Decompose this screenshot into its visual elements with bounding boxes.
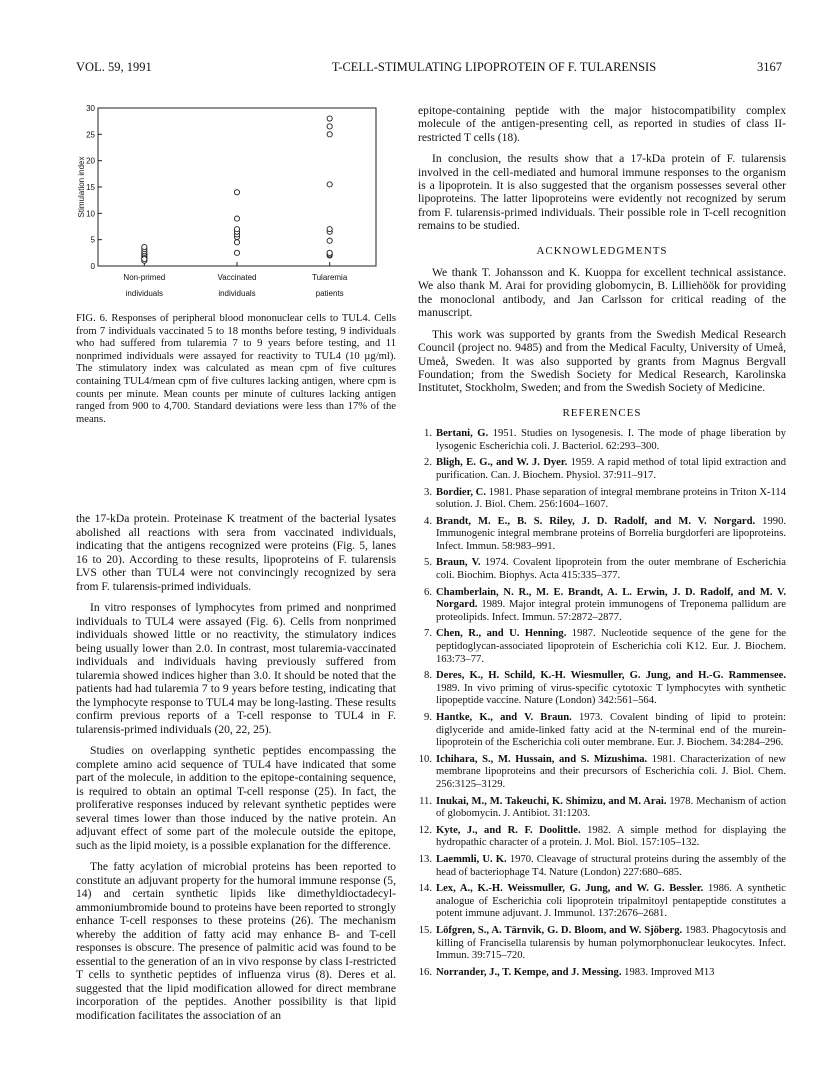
reference-number: 1. xyxy=(424,428,432,440)
reference-item xyxy=(418,754,786,792)
reference-text: 1990. Immunogenic integral membrane proteins of Borrelia burgdorferi are lipoproteins. Infect. Immun. 58:983–991. xyxy=(436,515,787,552)
reference-authors: Chamberlain, N. R., M. E. Brandt, A. L. Erwin, J. D. Radolf, and M. V. Norgard. xyxy=(436,586,786,611)
y-axis-label: Stimulation index xyxy=(77,156,86,218)
reference-number: 10. xyxy=(418,753,432,765)
reference-authors: Laemmli, U. K. xyxy=(436,853,507,865)
reference-number: 4. xyxy=(424,515,432,527)
reference-number: 15. xyxy=(418,924,432,936)
y-tick-label: 30 xyxy=(86,104,95,113)
reference-authors: Hantke, K., and V. Braun. xyxy=(436,712,572,723)
reference-text: 1987. Nucleotide sequence of the gene for the peptidoglycan-associated lipoprotein of Escherichia coli K12. Eur. J. Biochem. 163:73–77. xyxy=(436,628,786,665)
data-point xyxy=(327,124,332,129)
x-category-label: Non-primed xyxy=(123,273,166,282)
reference-text: 1989. Major integral protein immunogens of Treponema pallidum are proteolipids. Infect. Immun. 57:2872–2877. xyxy=(436,599,786,623)
reference-text: 1982. A simple method for displaying the hydropathic character of a protein. J. Mol. Biol. 157:105–132. xyxy=(436,824,786,849)
reference-number: 8. xyxy=(424,670,432,682)
reference-item xyxy=(418,670,786,708)
acknowledgment-paragraph: We thank T. Johansson and K. Kuoppa for excellent technical assistance. We also thank M. Arai for providing globomycin, B. Lilliehöök for providing the monoclonal antibody, and Jan Carlsson for critical reading of the manuscript. xyxy=(418,266,786,320)
reference-item xyxy=(418,587,786,625)
reference-item xyxy=(418,883,786,921)
scatter-plot xyxy=(76,104,406,304)
acknowledgment-paragraph: This work was supported by grants from the Swedish Medical Research Council (project no. 9485) and from the Medical Faculty, University of Umeå, Umeå, Sweden. It was also supported by grants from Magnus Bergvall Foundation; from the Swedish Society for Medical Research, Karolinska Institutet, Stockholm, Sweden; and from the Swedish Society of Medicine. xyxy=(418,327,786,395)
y-tick-label: 10 xyxy=(86,209,95,219)
data-point xyxy=(327,238,332,243)
running-header xyxy=(76,60,782,80)
paragraph: In conclusion, the results show that a 17-kDa protein of F. tularensis involved in the cell-mediated and humoral immune responses to the organism is a lipoprotein. It is also suggested that the organism possesses several other lipoproteins. The latter lipoproteins were evidently not recognized by serum from F. tularensis-primed individuals. Their possible role in T-cell recognition remains to be studied. xyxy=(418,152,786,233)
y-tick-label: 0 xyxy=(90,262,95,271)
reference-authors: Deres, K., H. Schild, K.-H. Wiesmuller, G. Jung, and H.-G. Rammensee. xyxy=(436,670,786,682)
reference-number: 2. xyxy=(424,457,432,469)
reference-authors: Braun, V. xyxy=(436,557,481,569)
figure-caption: FIG. 6. Responses of peripheral blood mononuclear cells to TUL4. Cells from 7 individuals vaccinated 5 to 18 months before testing, 9 individuals who had suffered from tularemia 7 to 9 years before testing, and 11 nonprimed individuals were assayed for reactivity to TUL4 (10 µg/ml). The stimulatory index was calculated as mean cpm of five cultures containing TUL4/mean cpm of five cultures lacking antigen, where cpm is counts per minute. Mean counts per minute of cultures lacking antigen ranged from 900 to 4,700. Standard deviations were less than 17% of the means. xyxy=(76,313,396,425)
x-category-label: individuals xyxy=(125,289,164,298)
paragraph: Studies on overlapping synthetic peptides encompassing the complete amino acid sequence of TUL4 have indicated that some part of the molecule, in addition to the epitope-containing sequence, is required to obtain an optimal T-cell response (25). In fact, the proliferative responses induced by relevant synthetic peptides were several times lower than those induced by the native protein. An adjuvant effect of some part of the molecule outside the epitope, such as the lipid moiety, is a possible explanation for the difference. xyxy=(76,744,396,852)
reference-item xyxy=(418,796,786,821)
data-point xyxy=(142,257,147,262)
reference-item xyxy=(418,457,786,482)
reference-item xyxy=(418,516,786,554)
paragraph: epitope-containing peptide with the major histocompatibility complex molecule of the antigen-presenting cell, as reported in studies of class II-restricted T cells (18). xyxy=(418,104,786,144)
paragraph: the 17-kDa protein. Proteinase K treatment of the bacterial lysates abolished all reactions with sera from vaccinated individuals, indicating that the antigens recognized were proteins (Fig. 5, lanes 16 to 20). According to these results, lipoproteins of F. tularensis LVS other than TUL4 were not convincingly recognized by sera from F. tularensis-primed individuals. xyxy=(76,512,396,593)
data-point xyxy=(327,182,332,187)
reference-number: 14. xyxy=(418,883,432,895)
data-point xyxy=(234,227,239,232)
reference-item xyxy=(418,925,786,963)
reference-authors: Löfgren, S., A. Tärnvik, G. D. Bloom, and W. Sjöberg. xyxy=(436,924,683,936)
reference-authors: Inukai, M., M. Takeuchi, K. Shimizu, and M. Arai. xyxy=(436,795,667,807)
reference-item xyxy=(418,628,786,666)
reference-item xyxy=(418,967,786,980)
data-point xyxy=(327,250,332,255)
y-tick-label: 5 xyxy=(90,235,95,245)
y-tick-label: 15 xyxy=(86,183,95,192)
acknowledgments-heading: ACKNOWLEDGMENTS xyxy=(536,244,668,257)
x-category-label: patients xyxy=(315,289,344,298)
reference-number: 3. xyxy=(424,486,432,498)
reference-text: 1951. Studies on lysogenesis. I. The mode of phage liberation by lysogenic Escherichia coli. J. Bacteriol. 62:293–300. xyxy=(436,428,786,452)
reference-authors: Bligh, E. G., and W. J. Dyer. xyxy=(436,457,568,469)
reference-number: 5. xyxy=(424,557,432,569)
data-point xyxy=(327,227,332,232)
data-point xyxy=(234,216,239,221)
y-tick-label: 20 xyxy=(86,156,95,166)
reference-text: 1981. Phase separation of integral membrane proteins in Triton X-114 solution. J. Biol. Chem. 256:1604–1607. xyxy=(436,486,787,511)
reference-text: 1981. Characterization of new membrane lipoproteins and their precursors of Escherichia coli. J. Biol. Chem. 256:3125–3129. xyxy=(436,753,787,790)
reference-text: 1989. In vivo priming of virus-specific cytotoxic T lymphocytes with synthetic lipopeptide vaccine. Nature (London) 342:561–564. xyxy=(436,682,786,707)
data-point xyxy=(234,190,239,195)
reference-list xyxy=(418,428,786,979)
figure-6-chart xyxy=(76,104,406,304)
reference-text: 1970. Cleavage of structural proteins during the assembly of the head of bacteriophage T4. Nature (London) 227:680–685. xyxy=(436,853,786,878)
volume-label: VOL. 59, 1991 xyxy=(76,60,152,74)
x-category-label: Vaccinated xyxy=(217,273,257,282)
reference-item xyxy=(418,557,786,582)
reference-number: 16. xyxy=(418,966,432,978)
reference-number: 9. xyxy=(424,712,432,723)
reference-number: 12. xyxy=(418,824,432,836)
y-tick-label: 25 xyxy=(86,130,95,140)
left-column-text xyxy=(76,512,396,1022)
data-point xyxy=(142,244,147,249)
reference-item xyxy=(418,712,786,750)
page-number: 3167 xyxy=(757,60,782,74)
data-point xyxy=(234,250,239,255)
references-heading: REFERENCES xyxy=(562,406,642,419)
running-title: T-CELL-STIMULATING LIPOPROTEIN OF F. TULARENSIS xyxy=(331,60,657,74)
right-column xyxy=(418,104,786,983)
reference-item xyxy=(418,825,786,850)
reference-text: 1978. Mechanism of action of globomycin. J. Antibiot. 31:1203. xyxy=(436,795,786,820)
reference-item xyxy=(418,487,786,512)
reference-text: 1983. Phagocytosis and killing of Francisella tularensis by human polymorphonuclear leukocytes. Infect. Immun. 39:715–720. xyxy=(436,924,786,962)
data-point xyxy=(327,132,332,137)
reference-number: 6. xyxy=(424,586,432,598)
reference-text: 1986. A synthetic analogue of Escherichia coli lipoprotein tripalmitoyl pentapeptide constitutes a potent immune adjuvant. J. Immunol. 137:2676–2681. xyxy=(436,883,786,920)
reference-authors: Bertani, G. xyxy=(436,428,489,440)
reference-item xyxy=(418,854,786,879)
reference-text: 1974. Covalent lipoprotein from the outer membrane of Escherichia coli. Biochim. Biophys. Acta 415:335–377. xyxy=(436,557,787,582)
reference-number: 7. xyxy=(424,628,432,640)
reference-authors: Ichihara, S., M. Hussain, and S. Mizushima. xyxy=(436,753,648,765)
data-point xyxy=(234,240,239,245)
reference-authors: Bordier, C. xyxy=(436,486,486,498)
reference-number: 13. xyxy=(418,853,432,865)
reference-authors: Chen, R., and U. Henning. xyxy=(436,628,567,640)
data-point xyxy=(327,116,332,121)
reference-text: 1959. A rapid method of total lipid extraction and purification. Can. J. Biochem. Physiol. 37:911–917. xyxy=(436,457,786,481)
reference-number: 11. xyxy=(419,795,432,807)
paragraph: In vitro responses of lymphocytes from primed and nonprimed individuals to TUL4 were assayed (Fig. 6). Cells from nonprimed individuals showed little or no reactivity, the stimulatory indices being usually lower than 2.0. In contrast, most tularemia-vaccinated individuals and individuals having previously suffered from tularemia showed indices higher than 3.0. It should be noted that the patients had had tularemia 7 to 9 years before testing, indicating that the lymphocyte response to TUL4 may be long-lasting. These results confirm previous reports of a T-cell response to TUL4 in F. tularensis-primed individuals (20, 22, 25). xyxy=(76,601,396,736)
reference-authors: Norrander, J., T. Kempe, and J. Messing. xyxy=(436,966,622,978)
x-category-label: individuals xyxy=(218,289,256,298)
x-category-label: Tularemia xyxy=(312,273,348,282)
paragraph: The fatty acylation of microbial proteins has been reported to constitute an adjuvant property for the humoral immune response (5, 14) and certain synthetic lipids like dimethyldioctadecyl-ammoniumbromide bound to proteins have been reported to strongly enhance T-cell responses to these proteins (26). The mechanism whereby the addition of fatty acid may enhance B- and T-cell responses is obscure. The presence of palmitic acid was found to be essential to the generation of an in vivo response by class I-restricted T cells to synthetic peptides of influenza virus (8). Deres et al. suggested that the lipid modification allowed for direct membrane incorporation of the peptides. Another possibility is that lipid modification facilitates the association of an xyxy=(76,860,396,1022)
reference-authors: Kyte, J., and R. F. Doolittle. xyxy=(436,824,581,836)
reference-text: 1983. Improved M13 xyxy=(621,966,715,978)
reference-text: 1973. Covalent binding of lipid to protein: diglyceride and amide-linked fatty acid at the N-terminal end of the murein-lipoprotein of the Escherichia coli outer membrane. Eur. J. Biochem. 34:284–296. xyxy=(436,712,786,749)
reference-authors: Brandt, M. E., B. S. Riley, J. D. Radolf, and M. V. Norgard. xyxy=(436,515,756,527)
reference-item xyxy=(418,428,786,453)
reference-authors: Lex, A., K.-H. Weissmuller, G. Jung, and W. G. Bessler. xyxy=(436,883,704,895)
